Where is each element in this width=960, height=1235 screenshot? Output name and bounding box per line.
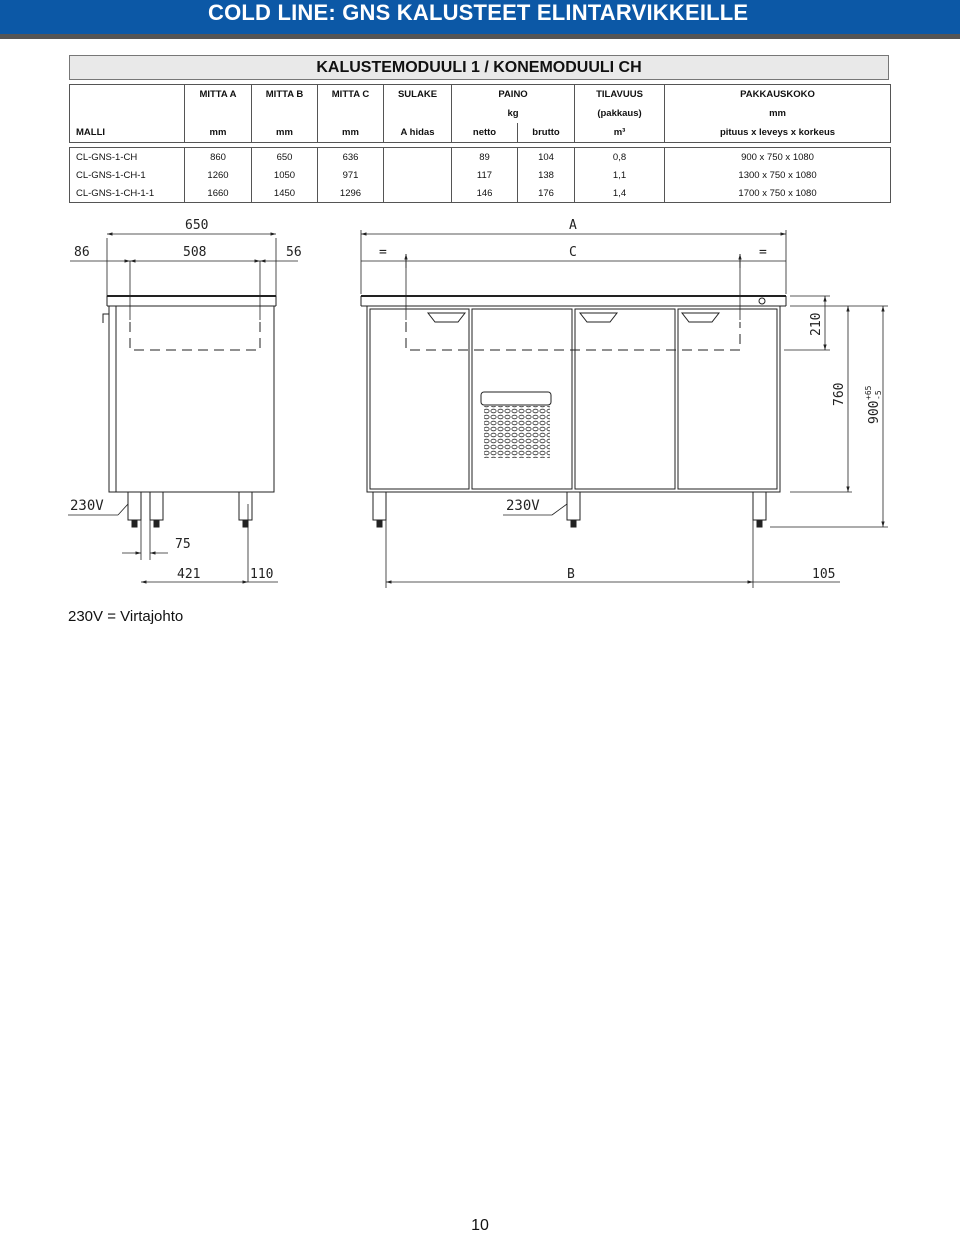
dim-105: 105 xyxy=(812,567,836,582)
cell-pakkauskoko: 1700 x 750 x 1080 xyxy=(665,184,891,203)
header-m3: m³ xyxy=(575,123,665,143)
cell-a: 1260 xyxy=(185,166,252,184)
header-netto: netto xyxy=(452,123,518,143)
dim-eq-left: = xyxy=(379,245,387,260)
cell-b: 650 xyxy=(252,148,318,167)
table-row xyxy=(70,184,891,203)
cell-netto: 146 xyxy=(452,184,518,203)
dim-75: 75 xyxy=(175,537,191,552)
header-pakkaus: (pakkaus) xyxy=(575,104,665,123)
front-view xyxy=(361,296,786,527)
side-dimensions xyxy=(70,234,298,582)
cell-netto: 117 xyxy=(452,166,518,184)
header-cell-empty xyxy=(70,85,185,105)
label-230v-left: 230V xyxy=(70,498,104,514)
header-paino: PAINO xyxy=(452,85,575,105)
cell-brutto: 138 xyxy=(518,166,575,184)
header-mm-pack: mm xyxy=(665,104,891,123)
dim-421: 421 xyxy=(177,567,201,582)
cell-b: 1450 xyxy=(252,184,318,203)
header-mm-a: mm xyxy=(185,123,252,143)
dim-900: 900 xyxy=(867,400,882,424)
dim-c: C xyxy=(569,245,577,260)
cell-tilavuus: 0,8 xyxy=(575,148,665,167)
table-header-row-2 xyxy=(70,104,891,123)
cell-c: 971 xyxy=(318,166,384,184)
side-view xyxy=(103,296,276,527)
header-mitta-c: MITTA C xyxy=(318,85,384,105)
cell-malli: CL-GNS-1-CH-1 xyxy=(70,166,185,184)
header-kg: kg xyxy=(452,104,575,123)
dim-b: B xyxy=(567,567,575,582)
cell-c: 636 xyxy=(318,148,384,167)
dim-210: 210 xyxy=(809,312,824,336)
dim-eq-right: = xyxy=(759,245,767,260)
cell-sulake xyxy=(384,148,452,203)
cell-pakkauskoko: 900 x 750 x 1080 xyxy=(665,148,891,167)
table-header-row-3 xyxy=(70,123,891,143)
header-brutto: brutto xyxy=(518,123,575,143)
header-mitta-a: MITTA A xyxy=(185,85,252,105)
cell-a: 1660 xyxy=(185,184,252,203)
table-header-row-1 xyxy=(70,85,891,105)
dim-a: A xyxy=(569,218,577,233)
dim-760: 760 xyxy=(832,382,847,406)
cell-tilavuus: 1,4 xyxy=(575,184,665,203)
header-pakkauskoko: PAKKAUSKOKO xyxy=(665,85,891,105)
dim-110: 110 xyxy=(250,567,274,582)
spec-table xyxy=(69,84,891,203)
technical-drawing xyxy=(0,210,960,595)
header-a-hidas: A hidas xyxy=(384,123,452,143)
header-tilavuus: TILAVUUS xyxy=(575,85,665,105)
label-230v-right: 230V xyxy=(506,498,540,514)
dim-650: 650 xyxy=(185,218,209,233)
dim-900-group xyxy=(864,385,883,424)
header-sulake: SULAKE xyxy=(384,85,452,105)
cell-tilavuus: 1,1 xyxy=(575,166,665,184)
header-mm-c: mm xyxy=(318,123,384,143)
cell-a: 860 xyxy=(185,148,252,167)
table-row xyxy=(70,148,891,167)
cell-brutto: 104 xyxy=(518,148,575,167)
cell-malli: CL-GNS-1-CH-1-1 xyxy=(70,184,185,203)
legend-text: 230V = Virtajohto xyxy=(68,608,184,625)
cell-brutto: 176 xyxy=(518,184,575,203)
table-row xyxy=(70,166,891,184)
dim-56: 56 xyxy=(286,245,302,260)
header-mitta-b: MITTA B xyxy=(252,85,318,105)
header-mm-b: mm xyxy=(252,123,318,143)
header-bar xyxy=(0,0,960,39)
header-dims: pituus x leveys x korkeus xyxy=(665,123,891,143)
cable-lines xyxy=(68,504,567,515)
cell-b: 1050 xyxy=(252,166,318,184)
dim-900-sup: +65 xyxy=(864,385,873,400)
section-title: KALUSTEMODUULI 1 / KONEMODUULI CH xyxy=(69,55,889,80)
page-header-title: COLD LINE: GNS KALUSTEET ELINTARVIKKEILLE xyxy=(208,0,749,25)
cell-c: 1296 xyxy=(318,184,384,203)
dim-900-sub: -5 xyxy=(874,390,883,400)
dim-508: 508 xyxy=(183,245,207,260)
cell-netto: 89 xyxy=(452,148,518,167)
header-malli: MALLI xyxy=(70,123,185,143)
page-number: 10 xyxy=(471,1217,489,1234)
front-dimensions xyxy=(361,230,888,588)
dim-86: 86 xyxy=(74,245,90,260)
cell-pakkauskoko: 1300 x 750 x 1080 xyxy=(665,166,891,184)
cell-malli: CL-GNS-1-CH xyxy=(70,148,185,167)
